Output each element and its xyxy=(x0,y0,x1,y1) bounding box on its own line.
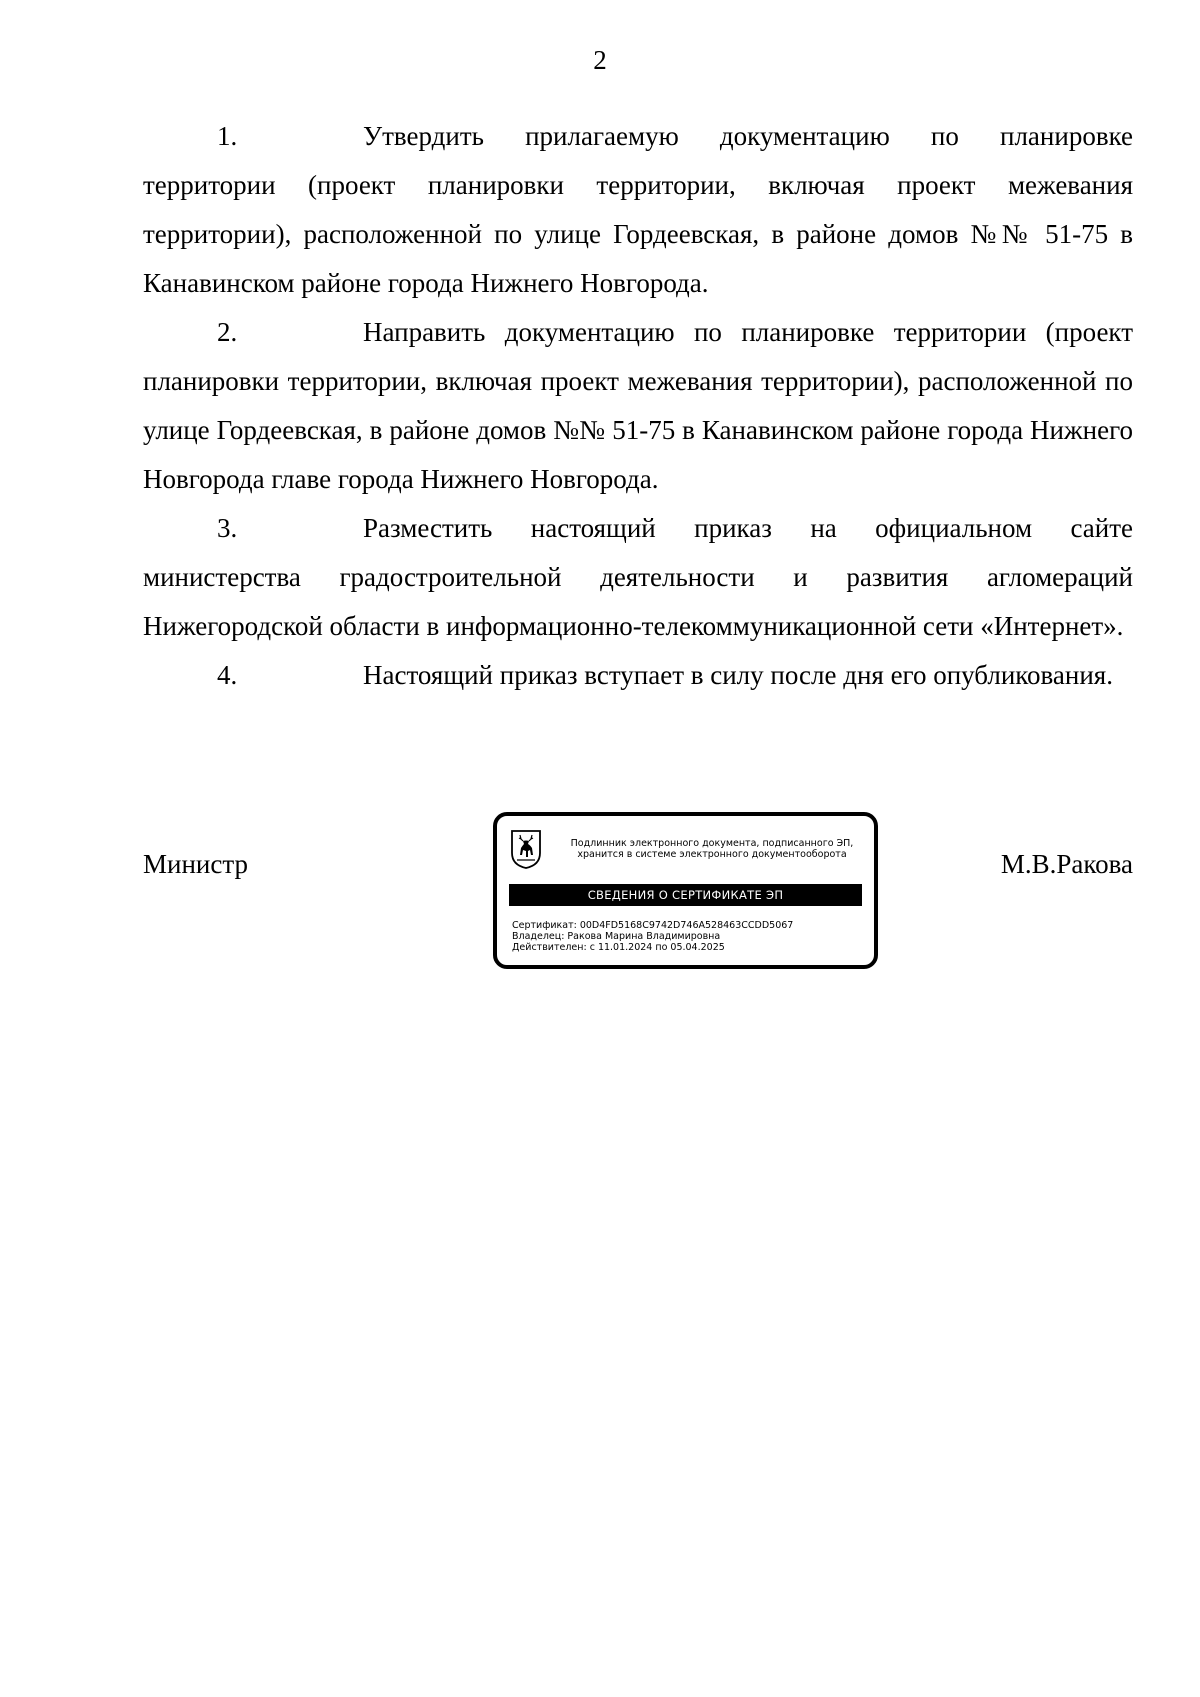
paragraph-2 xyxy=(143,308,1133,504)
certificate-owner: Владелец: Ракова Марина Владимировна xyxy=(512,931,721,942)
page-number: 2 xyxy=(593,45,607,75)
paragraph-text: Разместить настоящий приказ на официальном сайте министерства градостроительной деятельности и развития агломераций Нижегородской области в информационно-телекоммуникационной сети «Интернет». xyxy=(143,513,1133,641)
paragraph-text: Настоящий приказ вступает в силу после дня его опубликования. xyxy=(363,660,1113,690)
certificate-details xyxy=(512,920,872,953)
paragraph-text: Направить документацию по планировке территории (проект планировки территории, включая проект межевания территории), расположенной по улице Гордеевская, в районе домов №№ 51-75 в Канавинском районе города Нижнего Новгорода главе города Нижнего Новгорода. xyxy=(143,317,1133,494)
paragraph-number: 3. xyxy=(217,513,238,543)
paragraph-4 xyxy=(143,651,1133,700)
deer-emblem-icon xyxy=(510,829,542,869)
electronic-signature-stamp xyxy=(493,812,878,969)
stamp-header xyxy=(547,838,877,860)
paragraph-1 xyxy=(143,112,1133,308)
signatory-name: М.В.Ракова xyxy=(1000,849,1133,879)
signatory-title: Министр xyxy=(143,849,248,879)
paragraph-number: 4. xyxy=(217,660,238,690)
stamp-header-line: Подлинник электронного документа, подписанного ЭП, xyxy=(570,838,854,849)
certificate-number: Сертификат: 00D4FD5168C9742D746A528463CCDD5067 xyxy=(512,920,794,931)
paragraph-number: 1. xyxy=(217,121,238,151)
paragraph-text: Утвердить прилагаемую документацию по планировке территории (проект планировки территории, включая проект межевания территории), расположенной по улице Гордеевская, в районе домов №№ 51-75 в Канавинском районе города Нижнего Новгорода. xyxy=(143,121,1133,298)
paragraph-3 xyxy=(143,504,1133,651)
stamp-header-line: хранится в системе электронного документооборота xyxy=(577,849,847,860)
certificate-info-bar: СВЕДЕНИЯ О СЕРТИФИКАТЕ ЭП xyxy=(509,884,862,906)
document-body xyxy=(143,112,1133,700)
paragraph-number: 2. xyxy=(217,317,238,347)
certificate-validity: Действителен: с 11.01.2024 по 05.04.2025 xyxy=(512,942,725,953)
